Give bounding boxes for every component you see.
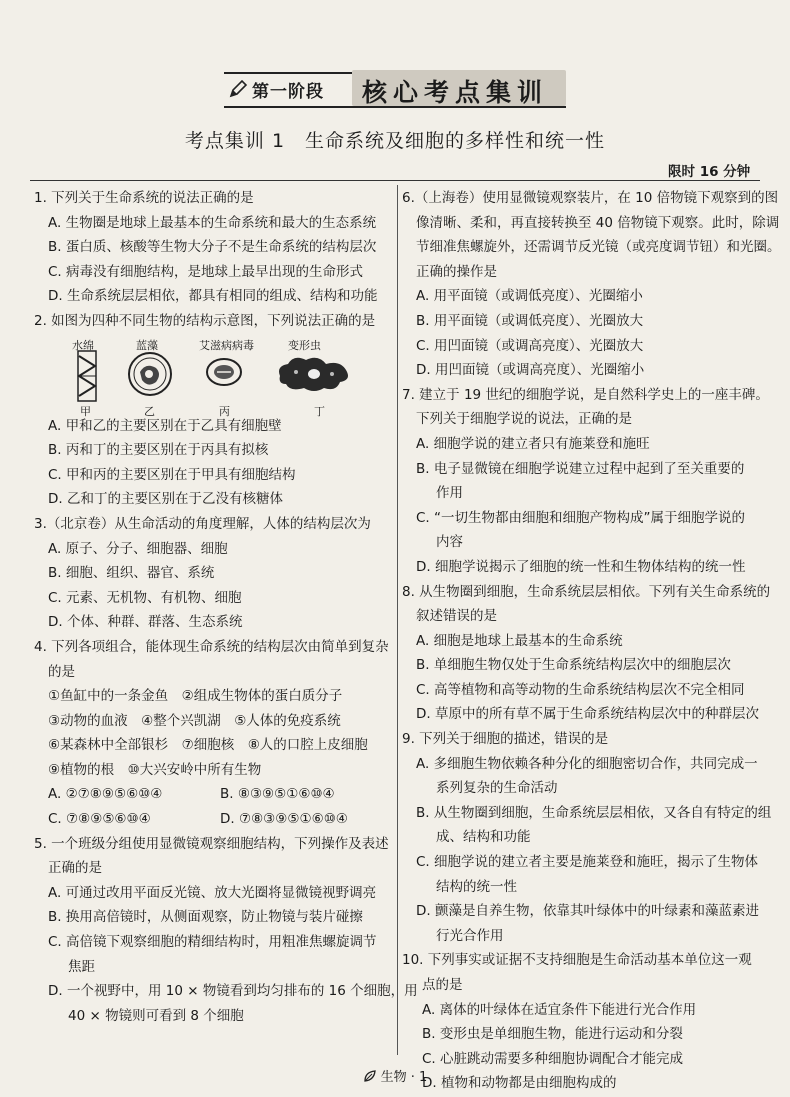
question-stem-cont: 节细准焦螺旋外，还需调节反光镜（或亮度调节钮）和光圈。 (416, 239, 781, 256)
option-c[interactable]: C. 元素、无机物、有机物、细胞 (48, 589, 242, 606)
option-c[interactable]: C. 甲和丙的主要区别在于甲具有细胞结构 (48, 466, 296, 483)
option-b[interactable]: B. ⑧③⑨⑤①⑥⑩④ (220, 786, 335, 803)
option-a[interactable]: A. 原子、分子、细胞器、细胞 (48, 540, 228, 557)
option-c-cont: 内容 (436, 534, 463, 551)
question-2 (34, 309, 390, 512)
question-4 (34, 635, 390, 832)
figure-label-spirogyra: 水绵 (72, 338, 94, 352)
question-stem-cont: 的是 (48, 663, 75, 680)
item-list-line: ⑥某森林中全部银杉 ⑦细胞核 ⑧人的口腔上皮细胞 (48, 737, 368, 754)
question-stem-cont: 下列关于细胞学说的说法，正确的是 (416, 411, 632, 428)
option-c-cont: 焦距 (68, 958, 95, 975)
option-c[interactable]: C. 用凹面镜（或调高亮度）、光圈放大 (416, 337, 644, 354)
figure-label-amoeba: 变形虫 (288, 338, 321, 352)
item-list-line: ③动物的血液 ④整个兴凯湖 ⑤人体的免疫系统 (48, 712, 341, 729)
footer-label: 生物 · 1 (380, 1070, 428, 1085)
stage-title: 核心考点集训 (362, 78, 549, 107)
option-a[interactable]: A. 甲和乙的主要区别在于乙具有细胞壁 (48, 417, 282, 434)
figure-letter-bing: 丙 (219, 404, 230, 418)
option-a[interactable]: A. 细胞学说的建立者只有施莱登和施旺 (416, 435, 650, 452)
option-b[interactable]: B. 换用高倍镜时，从侧面观察，防止物镜与装片碰擦 (48, 909, 363, 926)
pencil-icon (228, 79, 248, 99)
option-a[interactable]: A. 细胞是地球上最基本的生命系统 (416, 632, 623, 649)
amoeba-drawing (274, 352, 354, 396)
question-3 (34, 512, 390, 635)
option-b[interactable]: B. 蛋白质、核酸等生物大分子不是生命系统的结构层次 (48, 239, 377, 256)
option-b[interactable]: B. 电子显微镜在细胞学说建立过程中起到了至关重要的 (416, 460, 745, 477)
option-a[interactable]: A. 多细胞生物依赖各种分化的细胞密切合作，共同完成一 (416, 755, 758, 772)
option-d[interactable]: D. 植物和动物都是由细胞构成的 (422, 1075, 617, 1092)
figure-letter-jia: 甲 (80, 404, 91, 418)
leaf-icon (363, 1069, 377, 1083)
option-c-cont: 结构的统一性 (436, 878, 517, 895)
question-stem: 4. 下列各项组合，能体现生命系统的结构层次由简单到复杂 (34, 638, 389, 655)
hiv-drawing (204, 356, 244, 388)
question-1 (34, 186, 390, 309)
option-b-cont: 作用 (436, 485, 463, 502)
question-stem-cont: 像清晰、柔和，再直接转换至 40 倍物镜下观察。此时，除调 (416, 214, 780, 231)
organism-figure (34, 334, 390, 418)
question-stem: 10. 下列事实或证据不支持细胞是生命活动基本单位这一观 (402, 952, 752, 969)
question-stem-cont: 正确的是 (48, 860, 102, 877)
option-a[interactable]: A. 可通过改用平面反光镜、放大光圈将显微镜视野调亮 (48, 884, 377, 901)
option-b[interactable]: B. 细胞、组织、器官、系统 (48, 565, 215, 582)
option-c[interactable]: C. ⑦⑧⑨⑤⑥⑩④ (48, 811, 151, 828)
option-row (34, 807, 390, 832)
question-7 (402, 383, 769, 580)
option-c[interactable]: C. 高等植物和高等动物的生命系统结构层次不完全相同 (416, 681, 745, 698)
option-b[interactable]: B. 用平面镜（或调低亮度）、光圈放大 (416, 312, 644, 329)
option-d[interactable]: D. 个体、种群、群落、生态系统 (48, 614, 243, 631)
option-c[interactable]: C. 心脏跳动需要多种细胞协调配合才能完成 (422, 1050, 684, 1067)
question-5 (34, 832, 418, 1029)
option-d[interactable]: D. 一个视野中，用 10 × 物镜看到均匀排布的 16 个细胞，用 (48, 983, 418, 1000)
topic-title: 考点集训 1 生命系统及细胞的多样性和统一性 (184, 130, 606, 152)
stage-label: 第一阶段 (252, 82, 324, 102)
option-b[interactable]: B. 变形虫是单细胞生物，能进行运动和分裂 (422, 1026, 683, 1043)
option-row (34, 782, 390, 807)
page-header (0, 68, 790, 110)
option-d[interactable]: D. 细胞学说揭示了细胞的统一性和生物体结构的统一性 (416, 558, 746, 575)
item-list-line: ⑨植物的根 ⑩大兴安岭中所有生物 (48, 761, 262, 778)
cyanobacteria-drawing (126, 350, 174, 398)
option-d[interactable]: D. 用凹面镜（或调高亮度）、光圈缩小 (416, 362, 645, 379)
option-b[interactable]: B. 丙和丁的主要区别在于丙具有拟核 (48, 442, 269, 459)
option-d-cont: 40 × 物镜则可看到 8 个细胞 (68, 1007, 244, 1024)
question-stem: 5. 一个班级分组使用显微镜观察细胞结构，下列操作及表述 (34, 835, 389, 852)
figure-label-cyanobacteria: 蓝藻 (136, 338, 158, 352)
column-divider (397, 185, 398, 1055)
question-9 (402, 727, 772, 948)
question-6 (402, 186, 781, 383)
question-stem-cont: 正确的操作是 (416, 263, 497, 280)
question-stem: 9. 下列关于细胞的描述，错误的是 (402, 731, 609, 748)
option-a[interactable]: A. ②⑦⑧⑨⑤⑥⑩④ (48, 786, 163, 803)
question-stem-cont: 点的是 (422, 977, 463, 993)
option-d[interactable]: D. 草原中的所有草不属于生命系统结构层次中的种群层次 (416, 706, 759, 723)
time-limit: 限时 16 分钟 (668, 164, 751, 180)
spirogyra-drawing (76, 350, 98, 402)
left-column (34, 186, 418, 1028)
option-c[interactable]: C. 高倍镜下观察细胞的精细结构时，用粗准焦螺旋调节 (48, 934, 377, 951)
page-footer (0, 1066, 790, 1085)
option-c[interactable]: C. 细胞学说的建立者主要是施莱登和施旺，揭示了生物体 (416, 854, 759, 871)
option-a[interactable]: A. 生物圈是地球上最基本的生命系统和最大的生态系统 (48, 214, 377, 231)
option-b[interactable]: B. 从生物圈到细胞，生命系统层层相依，又各自有特定的组 (416, 804, 772, 821)
option-d[interactable]: D. 生命系统层层相依，都具有相同的组成、结构和功能 (48, 288, 378, 305)
question-stem: 7. 建立于 19 世纪的细胞学说，是自然科学史上的一座丰碑。 (402, 386, 769, 403)
question-stem: 1. 下列关于生命系统的说法正确的是 (34, 190, 254, 206)
question-stem: 2. 如图为四种不同生物的结构示意图，下列说法正确的是 (34, 312, 376, 329)
option-a-cont: 系列复杂的生命活动 (436, 780, 558, 797)
option-d[interactable]: D. 颤藻是自养生物，依靠其叶绿体中的叶绿素和藻蓝素进 (416, 903, 759, 920)
option-d[interactable]: D. ⑦⑧③⑨⑤①⑥⑩④ (220, 811, 348, 828)
figure-letter-yi: 乙 (144, 404, 155, 418)
right-column (402, 186, 781, 1096)
question-stem: 3.（北京卷）从生命活动的角度理解，人体的结构层次为 (34, 515, 371, 532)
question-8 (402, 580, 771, 728)
question-stem: 8. 从生物圈到细胞，生命系统层层相依。下列有关生命系统的 (402, 583, 771, 600)
option-a[interactable]: A. 用平面镜（或调低亮度）、光圈缩小 (416, 288, 643, 305)
figure-letter-ding: 丁 (314, 404, 325, 418)
option-b-cont: 成、结构和功能 (436, 829, 531, 846)
option-b[interactable]: B. 单细胞生物仅处于生命系统结构层次中的细胞层次 (416, 657, 731, 674)
figure-label-hiv: 艾滋病病毒 (199, 338, 254, 352)
header-rule (30, 180, 760, 181)
question-stem: 6.（上海卷）使用显微镜观察装片，在 10 倍物镜下观察到的图 (402, 190, 779, 206)
item-list-line: ①鱼缸中的一条金鱼 ②组成生物体的蛋白质分子 (48, 688, 343, 705)
question-stem-cont: 叙述错误的是 (416, 608, 497, 625)
option-d[interactable]: D. 乙和丁的主要区别在于乙没有核糖体 (48, 491, 283, 508)
option-d-cont: 行光合作用 (436, 927, 504, 944)
option-a[interactable]: A. 离体的叶绿体在适宜条件下能进行光合作用 (422, 1001, 697, 1018)
option-c[interactable]: C. 病毒没有细胞结构，是地球上最早出现的生命形式 (48, 263, 364, 280)
option-c[interactable]: C. “一切生物都由细胞和细胞产物构成”属于细胞学说的 (416, 509, 745, 526)
